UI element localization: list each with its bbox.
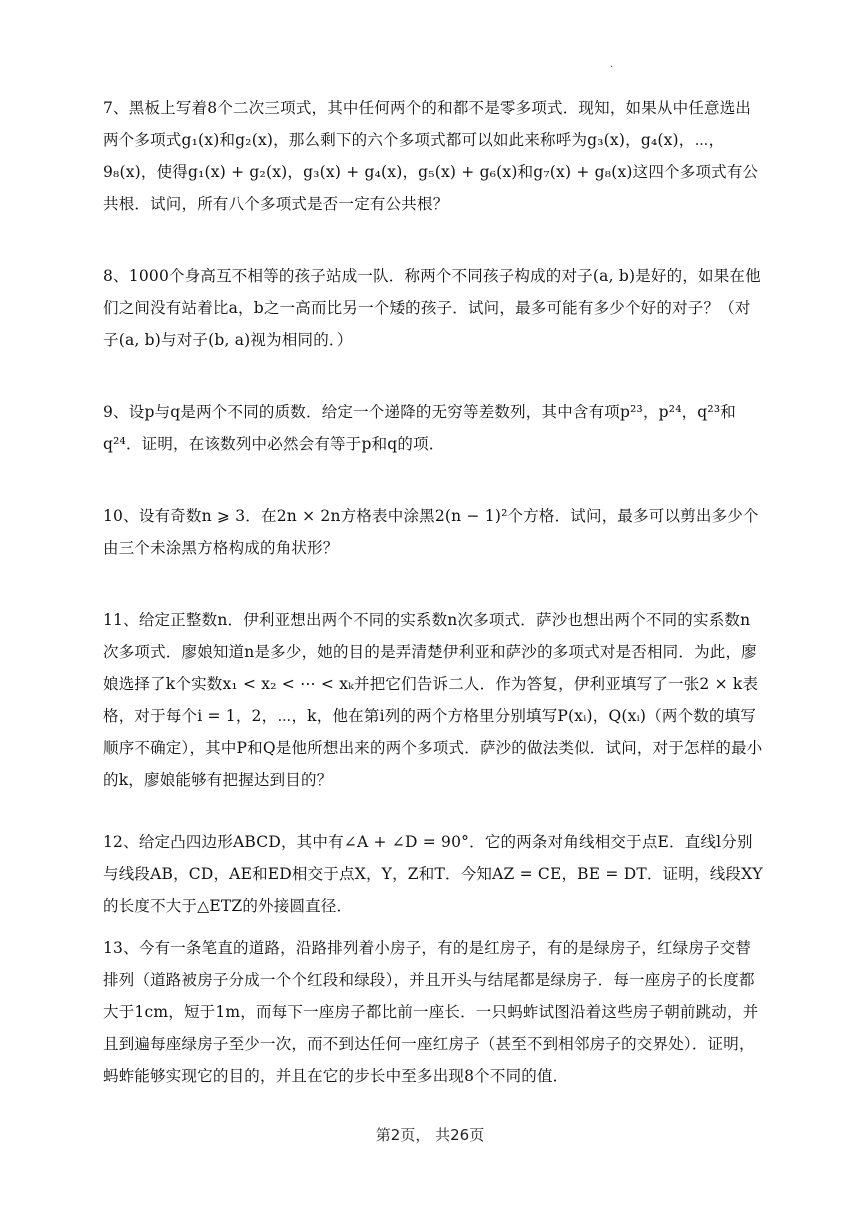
problem-10 [103, 500, 765, 564]
problem-8 [103, 260, 765, 356]
problem-11 [103, 604, 765, 796]
header-dot: · [610, 62, 614, 73]
problem-text: 12、给定凸四边形ABCD，其中有∠A + ∠D = 90°．它的两条对角线相交于点E．直线l分别与线段AB，CD，AE和ED相交于点X，Y，Z和T．今知AZ = CE，BE = DT．证明，线段XY的长度不大于△ETZ的外接圆直径． [103, 833, 763, 915]
problem-text: 9、设p与q是两个不同的质数．给定一个递降的无穷等差数列，其中含有项p²³，p²⁴，q²³和q²⁴．证明，在该数列中必然会有等于p和q的项． [103, 403, 736, 453]
problem-text: 7、黑板上写着8个二次三项式，其中任何两个的和都不是零多项式．现知，如果从中任意选出两个多项式g₁(x)和g₂(x)，那么剩下的六个多项式都可以如此来称呼为g₃(x)，g₄(x)，⋯，9₈(x)，使得g₁(x) + g₂(x)，g₃(x) + g₄(x)，g₅(x) + g₆(x)和g₇(x) + g₈(x)这四个多项式有公共根．试问，所有八个多项式是否一定有公共根？ [103, 99, 759, 213]
problem-text: 10、设有奇数n ⩾ 3．在2n × 2n方格表中涂黑2(n − 1)²个方格．试问，最多可以剪出多少个由三个未涂黑方格构成的角状形？ [103, 507, 759, 557]
problem-text: 8、1000个身高互不相等的孩子站成一队．称两个不同孩子构成的对子(a, b)是好的，如果在他们之间没有站着比a，b之一高而比另一个矮的孩子．试问，最多可能有多少个好的对子？（对子(a, b)与对子(b, a)视为相同的．） [103, 267, 761, 349]
problem-text: 11、给定正整数n．伊利亚想出两个不同的实系数n次多项式．萨沙也想出两个不同的实系数n次多项式．廖娘知道n是多少，她的目的是弄清楚伊利亚和萨沙的多项式对是否相同．为此，廖娘选择了k个实数x₁ < x₂ < ⋯ < xₖ并把它们告诉二人．作为答复，伊利亚填写了一张2 × k表格，对于每个i = 1，2，⋯，k，他在第i列的两个方格里分别填写P(xᵢ)，Q(xᵢ)（两个数的填写顺序不确定），其中P和Q是他所想出来的两个多项式．萨沙的做法类似．试问，对于怎样的最小的k，廖娘能够有把握达到目的？ [103, 611, 763, 789]
problem-text: 13、今有一条笔直的道路，沿路排列着小房子，有的是红房子，有的是绿房子，红绿房子交替排列（道路被房子分成一个个红段和绿段），并且开头与结尾都是绿房子．每一座房子的长度都大于1cm，短于1m，而每下一座房子都比前一座长．一只蚂蚱试图沿着这些房子朝前跳动，并且到遍每座绿房子至少一次，而不到达任何一座红房子（甚至不到相邻房子的交界处）．证明，蚂蚱能够实现它的目的，并且在它的步长中至多出现8个不同的值． [103, 939, 759, 1085]
problem-13 [103, 932, 765, 1092]
page-number-footer: 第2页， 共26页 [375, 1126, 485, 1144]
problem-7 [103, 92, 765, 220]
problem-9 [103, 396, 765, 460]
problem-12 [103, 826, 765, 922]
